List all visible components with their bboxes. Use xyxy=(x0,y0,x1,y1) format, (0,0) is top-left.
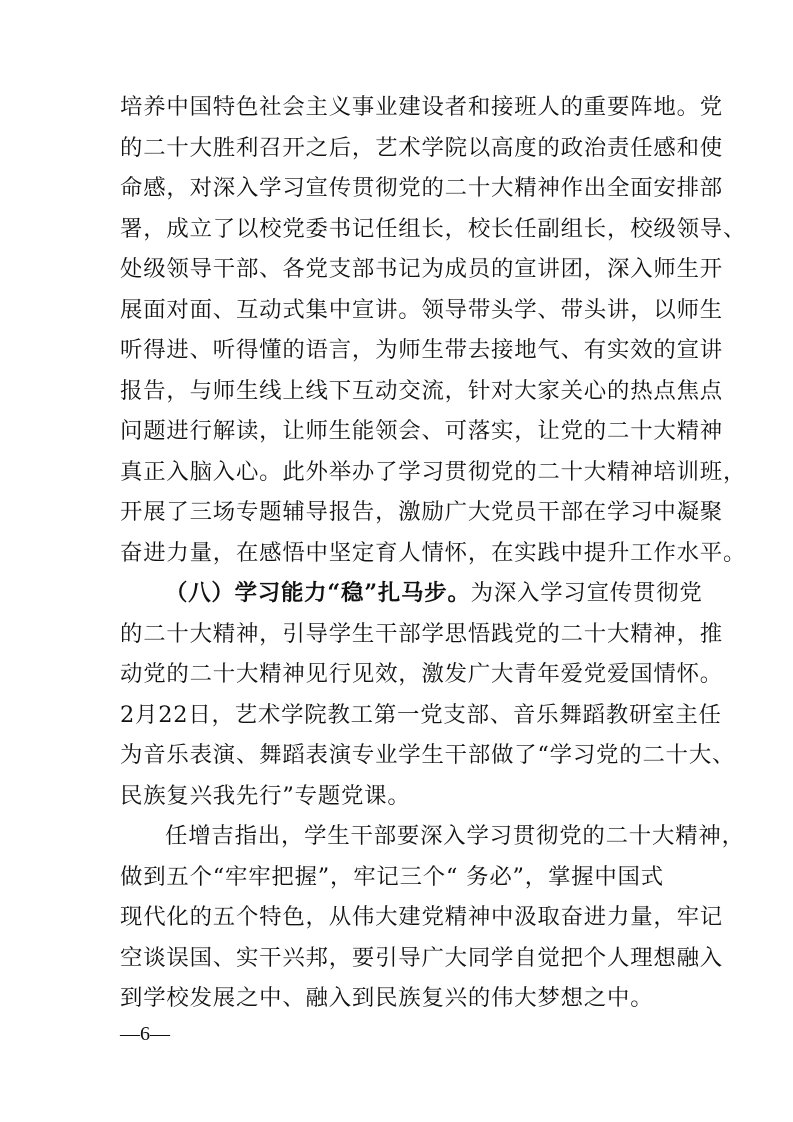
body-line: 培养中国特色社会主义事业建设者和接班人的重要阵地。党 xyxy=(120,94,723,120)
body-line: 真正入脑入心。此外举办了学习贯彻党的二十大精神培训班， xyxy=(120,458,747,485)
body-line: 展面对面、互动式集中宣讲。领导带头学、带头讲，以师生 xyxy=(120,296,723,323)
body-line: 的二十大胜利召开之后，艺术学院以高度的政治责任感和使 xyxy=(120,134,723,161)
section-8-heading: （八）学习能力“稳”扎马步。 xyxy=(165,580,471,606)
body-line: 的二十大精神，引导学生干部学思悟践党的二十大精神，推 xyxy=(120,620,723,647)
body-line: 为音乐表演、舞蹈表演专业学生干部做了“学习党的二十大、 xyxy=(120,742,736,768)
body-line: 开展了三场专题辅导报告，激励广大党员干部在学习中凝聚 xyxy=(120,499,723,525)
body-line: 空谈误国、实干兴邦，要引导广大同学自觉把个人理想融入 xyxy=(120,944,723,971)
section-8-intro: 为深入学习宣传贯彻党 xyxy=(470,580,703,606)
body-line: 处级领导干部、各党支部书记为成员的宣讲团，深入师生开 xyxy=(120,256,723,282)
body-line: 现代化的五个特色，从伟大建党精神中汲取奋进力量，牢记 xyxy=(120,904,723,930)
body-line: 问题进行解读，让师生能领会、可落实，让党的二十大精神 xyxy=(120,418,723,444)
body-line: 听得进、听得懂的语言，为师生带去接地气、有实效的宣讲 xyxy=(120,337,723,363)
body-line: 到学校发展之中、融入到民族复兴的伟大梦想之中。 xyxy=(120,985,654,1011)
body-line: 报告，与师生线上线下互动交流，针对大家关心的热点焦点 xyxy=(120,377,723,404)
paragraph-first-line: 任增吉指出，学生干部要深入学习贯彻党的二十大精神， xyxy=(165,823,745,849)
body-line: 做到五个“牢牢把握”，牢记三个“ 务必”，掌握中国式 xyxy=(120,863,664,890)
page-number: —6— xyxy=(120,1023,170,1045)
body-line: 命感，对深入学习宣传贯彻党的二十大精神作出全面安排部 xyxy=(120,175,723,201)
body-line: 民族复兴我先行”专题党课。 xyxy=(120,782,411,809)
body-line: 署，成立了以校党委书记任组长，校长任副组长，校级领导、 xyxy=(120,215,747,242)
body-line: 动党的二十大精神见行见效，激发广大青年爱党爱国情怀。 xyxy=(120,661,723,687)
body-line: 奋进力量，在感悟中坚定育人情怀，在实践中提升工作水平。 xyxy=(120,539,747,566)
body-line: 2月22日，艺术学院教工第一党支部、音乐舞蹈教研室主任 xyxy=(120,701,722,728)
section-8-first-line xyxy=(165,580,703,606)
